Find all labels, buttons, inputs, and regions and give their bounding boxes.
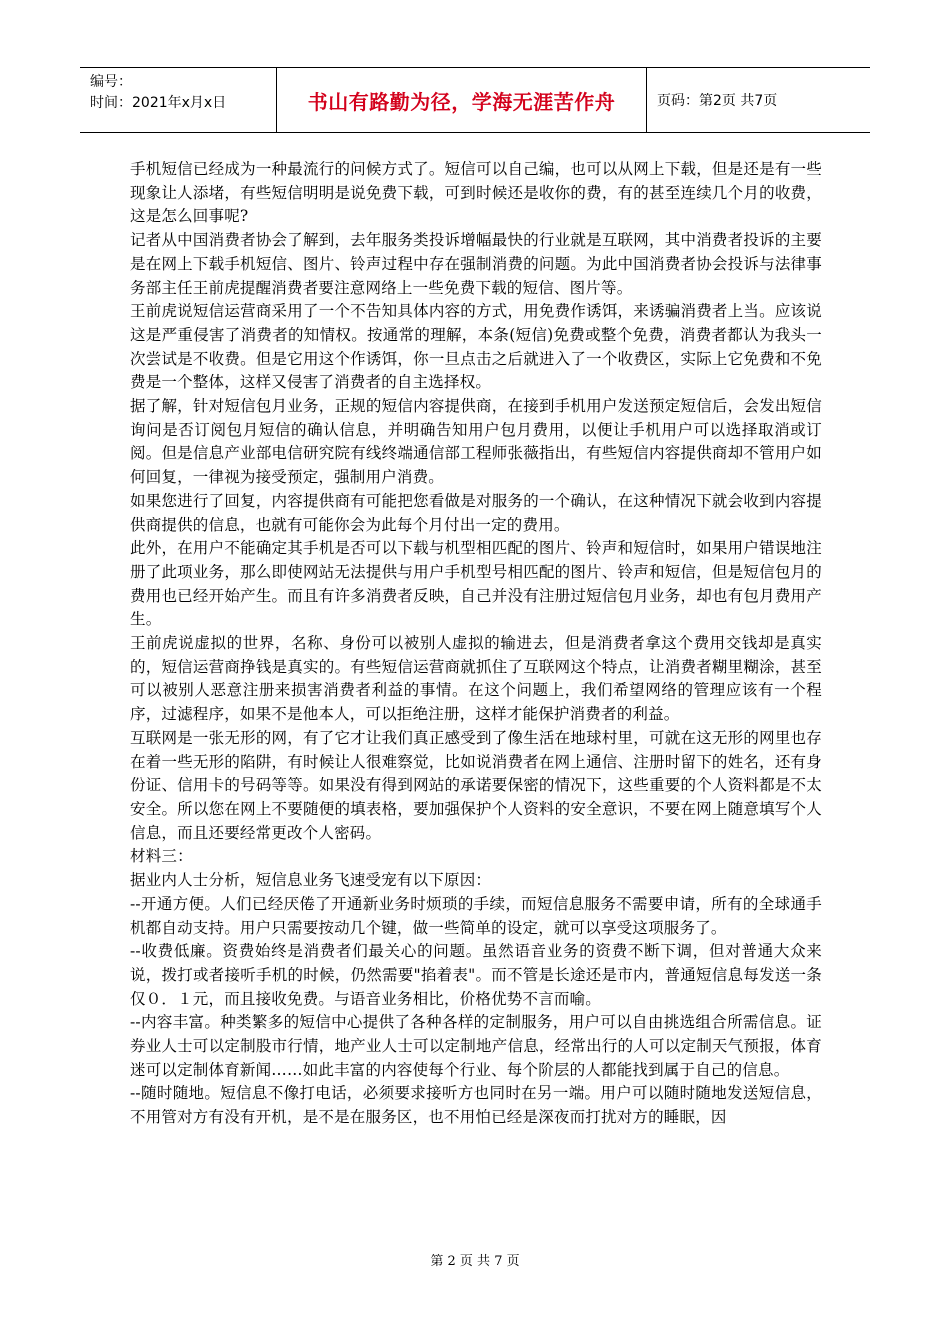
paragraph: 互联网是一张无形的网，有了它才让我们真正感受到了像生活在地球村里，可就在这无形的网里也存在着一些无形的陷阱，有时候让人很难察觉，比如说消费者在网上通信、注册时留下的姓名，还有身份证、信用卡的号码等等。如果没有得到网站的承诺要保密的情况下，这些重要的个人资料都是不太安全。所以您在网上不要随便的填表格，要加强保护个人资料的安全意识，不要在网上随意填写个人信息，而且还要经常更改个人密码。 [130, 728, 822, 842]
header-page-info: 页码：第2页 共7页 [657, 93, 778, 109]
paragraph: --内容丰富。种类繁多的短信中心提供了各种各样的定制服务，用户可以自由挑选组合所需信息。证券业人士可以定制股市行情，地产业人士可以定制地产信息，经常出行的人可以定制天气预报，体育迷可以定制体育新闻……如此丰富的内容使每个行业、每个阶层的人都能找到属于自己的信息。 [130, 1013, 822, 1079]
paragraph: 记者从中国消费者协会了解到，去年服务类投诉增幅最快的行业就是互联网，其中消费者投诉的主要是在网上下载手机短信、图片、铃声过程中存在强制消费的问题。为此中国消费者协会投诉与法律事务部主任王前虎提醒消费者要注意网络上一些免费下载的短信、图片等。 [130, 231, 822, 297]
document-body [130, 158, 822, 1130]
paragraph: 据了解，针对短信包月业务，正规的短信内容提供商，在接到手机用户发送预定短信后，会发出短信询问是否订阅包月短信的确认信息，并明确告知用户包月费用，以便让手机用户可以选择取消或订阅。但是信息产业部电信研究院有线终端通信部工程师张薇指出，有些短信内容提供商却不管用户如何回复，一律视为接受预定，强制用户消费。 [130, 397, 822, 487]
page-header [80, 67, 870, 133]
paragraph: 此外，在用户不能确定其手机是否可以下载与机型相匹配的图片、铃声和短信时，如果用户错误地注册了此项业务，那么即使网站无法提供与用户手机型号相匹配的图片、铃声和短信，但是短信包月的费用也已经开始产生。而且有许多消费者反映，自己并没有注册过短信包月业务，却也有包月费用产生。 [130, 539, 822, 629]
doc-number-label: 编号： [90, 74, 132, 90]
paragraph: 如果您进行了回复，内容提供商有可能把您看做是对服务的一个确认，在这种情况下就会收到内容提供商提供的信息，也就有可能你会为此每个月付出一定的费用。 [130, 491, 822, 534]
header-motto: 书山有路勤为径，学海无涯苦作舟 [277, 68, 647, 132]
paragraph: --随时随地。短信息不像打电话，必须要求接听方也同时在另一端。用户可以随时随地发送短信息，不用管对方有没有开机，是不是在服务区，也不用怕已经是深夜而打扰对方的睡眠，因 [130, 1084, 822, 1127]
paragraph: --开通方便。人们已经厌倦了开通新业务时烦琐的手续，而短信息服务不需要申请，所有的全球通手机都自动支持。用户只需要按动几个键，做一些简单的设定，就可以享受这项服务了。 [130, 894, 822, 937]
paragraph: --收费低廉。资费始终是消费者们最关心的问题。虽然语音业务的资费不断下调，但对普通大众来说，拨打或者接听手机的时候，仍然需要"掐着表"。而不管是长途还是市内，普通短信息每发送一条仅０．１元，而且接收免费。与语音业务相比，价格优势不言而喻。 [130, 942, 822, 1008]
paragraph: 王前虎说虚拟的世界，名称、身份可以被别人虚拟的输进去，但是消费者拿这个费用交钱却是真实的，短信运营商挣钱是真实的。有些短信运营商就抓住了互联网这个特点，让消费者糊里糊涂，甚至可以被别人恶意注册来损害消费者利益的事情。在这个问题上，我们希望网络的管理应该有一个程序，过滤程序，如果不是他本人，可以拒绝注册，这样才能保护消费者的利益。 [130, 634, 822, 724]
paragraph: 据业内人士分析，短信息业务飞速受宠有以下原因： [130, 871, 492, 890]
paragraph: 王前虎说短信运营商采用了一个不告知具体内容的方式，用免费作诱饵，来诱骗消费者上当。应该说这是严重侵害了消费者的知情权。按通常的理解，本条(短信)免费或整个免费，消费者都认为我头一次尝试是不收费。但是它用这个作诱饵，你一旦点击之后就进入了一个收费区，实际上它免费和不免费是一个整体，这样又侵害了消费者的自主选择权。 [130, 302, 822, 392]
page-footer: 第 2 页 共 7 页 [430, 1254, 520, 1269]
section-heading: 材料三： [130, 847, 193, 866]
header-meta [80, 68, 277, 132]
doc-date-label: 时间：2021年x月x日 [90, 95, 227, 111]
paragraph: 手机短信已经成为一种最流行的问候方式了。短信可以自己编，也可以从网上下载，但是还是有一些现象让人添堵，有些短信明明是说免费下载，可到时候还是收你的费，有的甚至连续几个月的收费，这是怎么回事呢? [130, 160, 822, 226]
